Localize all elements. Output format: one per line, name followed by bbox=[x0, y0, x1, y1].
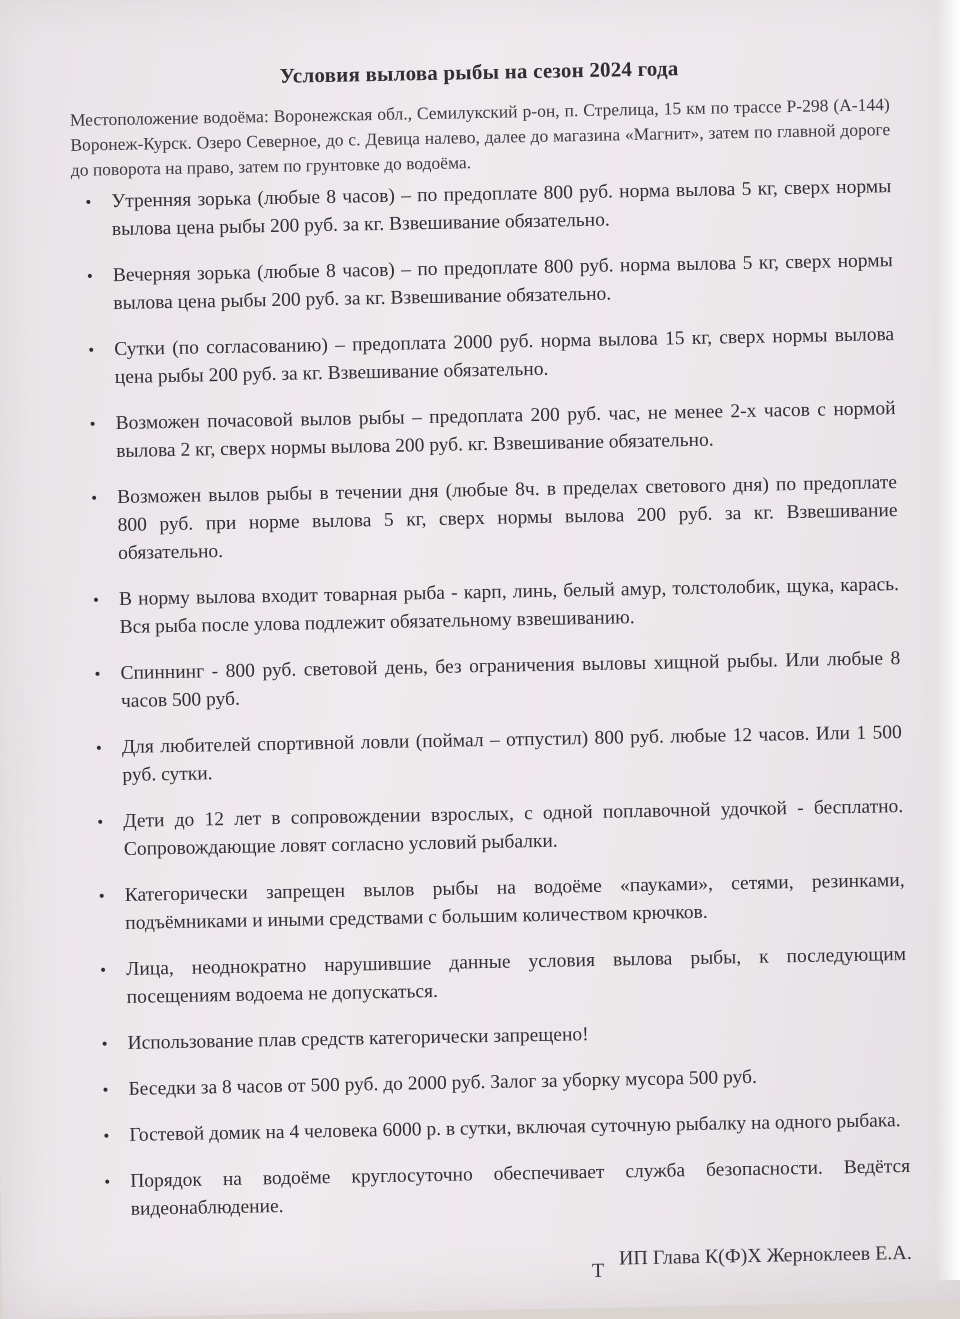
condition-text: Вечерняя зорька (любые 8 часов) – по предоплате 800 руб. норма вылова 5 кг, сверх нормы вылова цена рыбы 200 руб. за кг. Взвешивание обязательно. bbox=[112, 250, 893, 315]
condition-text: Гостевой домик на 4 человека 6000 р. в сутки, включая суточную рыбалку на одного рыбака. bbox=[129, 1110, 901, 1146]
bullet-icon: • bbox=[101, 1034, 108, 1054]
list-item bbox=[79, 571, 900, 643]
bullet-icon: • bbox=[89, 414, 96, 434]
list-item bbox=[71, 173, 892, 245]
document-title: Условия вылова рыбы на сезон 2024 года bbox=[279, 56, 679, 88]
condition-text: Лица, неоднократно нарушившие данные условия вылова рыбы, к последующим посещениям водоема не допускаться. bbox=[125, 943, 907, 1008]
bullet-icon: • bbox=[90, 488, 98, 508]
list-item bbox=[84, 867, 905, 939]
list-item bbox=[77, 469, 898, 569]
bullet-icon: • bbox=[99, 960, 107, 980]
condition-text: Спиннинг - 800 руб. световой день, без ограничения выловы хищной рыбы. Или любые 8 часов 500 руб. bbox=[120, 648, 901, 712]
condition-text: В норму вылова входит товарная рыба - карп, линь, белый амур, толстолобик, щука, карась. Вся рыба после улова подлежит обязательному взвешиванию. bbox=[118, 574, 900, 639]
list-item bbox=[73, 247, 894, 319]
condition-text: Утренняя зорька (любые 8 часов) – по предоплате 800 руб. норма вылова 5 кг, сверх нормы вылова цена рыбы 200 руб. за кг. Взвешивание обязательно. bbox=[111, 176, 892, 241]
list-item bbox=[82, 719, 903, 791]
list-item bbox=[89, 1107, 909, 1151]
condition-text: Дети до 12 лет в сопровождении взрослых, с одной поплавочной удочкой - бесплатно. Сопровождающие ловят согласно условий рыбалки. bbox=[123, 796, 904, 860]
bullet-icon: • bbox=[104, 1172, 111, 1192]
bullet-icon: • bbox=[102, 1080, 109, 1100]
bullet-icon: • bbox=[97, 812, 104, 832]
list-item bbox=[74, 321, 895, 393]
condition-text: Беседки за 8 часов от 500 руб. до 2000 руб. Залог за уборку мусора 500 руб. bbox=[128, 1066, 758, 1100]
bullet-icon: • bbox=[94, 664, 101, 684]
bullet-icon: • bbox=[95, 738, 103, 758]
condition-text: Использование плав средств категорически запрещено! bbox=[127, 1024, 589, 1054]
list-item bbox=[80, 645, 901, 717]
list-item bbox=[87, 1015, 907, 1059]
condition-text: Порядок на водоёме круглосуточно обеспечивает служба безопасности. Ведётся видеонаблюдение. bbox=[130, 1155, 911, 1220]
list-item bbox=[90, 1153, 911, 1225]
condition-text: Для любителей спортивной ловли (поймал – отпустил) 800 руб. любые 12 часов. Или 1 500 руб. сутки. bbox=[121, 722, 902, 786]
bullet-icon: • bbox=[98, 886, 105, 906]
location-paragraph: Местоположение водоёма: Воронежская обл., Семилукский р-он, п. Стрелица, 15 км по трассе Р-298 (А-144) Воронеж-Курск. Озеро Северное, до с. Девица налево, далее до магазина «Магнит», затем по главной дороге до поворота на право, затем по грунтовке до водоёма. bbox=[69, 94, 891, 180]
condition-text: Возможен вылов рыбы в течении дня (любые 8ч. в пределах светового дня) по предоплате 800 руб. при норме вылова 5 кг, сверх нормы вылова 200 руб. за кг. Взвешивание обязательно. bbox=[116, 472, 898, 565]
cut-off-footer-text: Т bbox=[591, 1259, 605, 1283]
notice-document bbox=[69, 50, 912, 1283]
condition-text: Возможен почасовой вылов рыбы – предоплата 200 руб. час, не менее 2-х часов с нормой вылова 2 кг, сверх нормы вылова 200 руб. кг. Взвешивание обязательно. bbox=[115, 398, 896, 463]
conditions-list bbox=[71, 173, 911, 1225]
page-edge-highlight bbox=[936, 0, 960, 1280]
condition-text: Категорически запрещен вылов рыбы на водоёме «пауками», сетями, резинками, подъёмниками и иными средствами с большим количеством крючков. bbox=[124, 869, 905, 934]
bullet-icon: • bbox=[85, 192, 92, 212]
bullet-icon: • bbox=[103, 1126, 110, 1146]
bullet-icon: • bbox=[86, 266, 93, 286]
signature-line: ИП Глава К(Ф)Х Жерноклеев Е.А. bbox=[618, 1241, 912, 1270]
list-item bbox=[88, 1061, 908, 1105]
bullet-icon: • bbox=[88, 340, 95, 360]
condition-text: Сутки (по согласованию) – предоплата 2000 руб. норма вылова 15 кг, сверх нормы вылова цена рыбы 200 руб. за кг. Взвешивание обязательно. bbox=[114, 324, 895, 389]
list-item bbox=[86, 941, 907, 1013]
bullet-icon: • bbox=[92, 590, 100, 610]
list-item bbox=[75, 395, 896, 467]
list-item bbox=[83, 793, 904, 865]
